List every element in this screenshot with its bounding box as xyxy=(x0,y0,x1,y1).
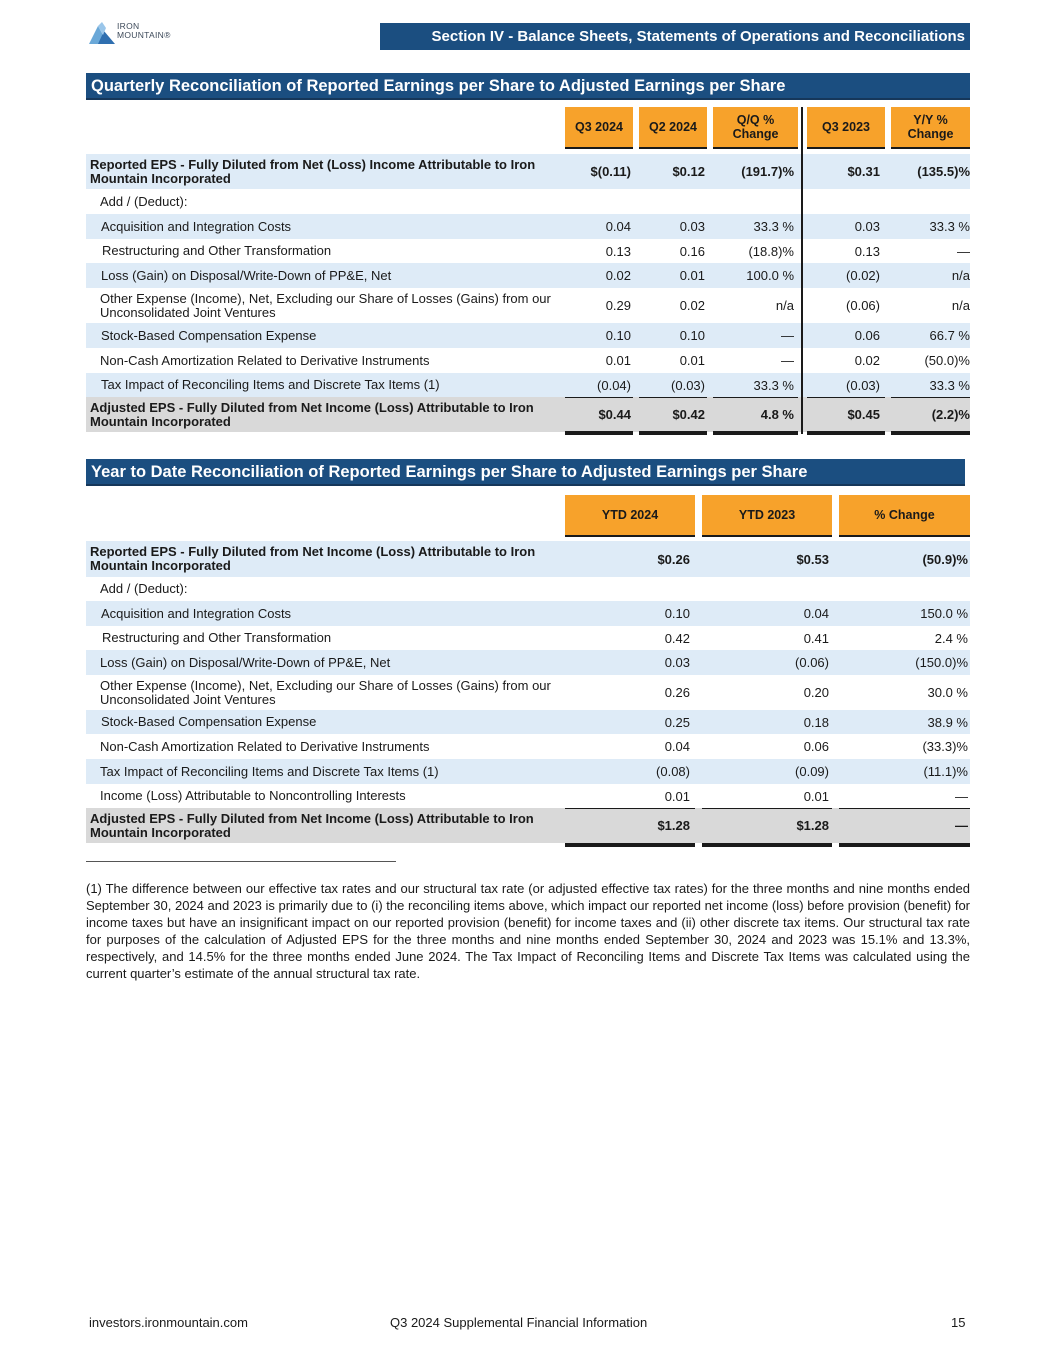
cell-value: 0.26 xyxy=(664,685,690,700)
row-label: Loss (Gain) on Disposal/Write-Down of PP&E, Net xyxy=(101,267,392,283)
cell-value: (191.7)% xyxy=(741,164,794,179)
mountain-logo-icon xyxy=(89,22,115,44)
cell-value: (11.1)% xyxy=(923,764,968,779)
cell-value: 0.10 xyxy=(679,328,705,343)
row-label: Add / (Deduct): xyxy=(100,581,188,596)
total-double-rule xyxy=(839,843,970,847)
table-row xyxy=(86,650,970,675)
cell-value: 0.04 xyxy=(803,606,829,621)
cell-value xyxy=(600,577,690,601)
row-label: Income (Loss) Attributable to Noncontrolling Interests xyxy=(100,788,406,803)
cell-value: — xyxy=(955,818,968,833)
table-row xyxy=(86,601,970,626)
row-label: Reported EPS - Fully Diluted from Net Income (Loss) Attributable to Iron Mountain Incorporated xyxy=(90,544,536,573)
total-double-rule xyxy=(639,431,707,435)
subtotal-rule xyxy=(891,397,970,398)
quarterly-table-title: Quarterly Reconciliation of Reported Earnings per Share to Adjusted Earnings per Share xyxy=(86,73,970,100)
total-double-rule xyxy=(807,431,885,435)
table-row xyxy=(86,577,970,601)
cell-value: 0.42 xyxy=(664,630,690,646)
cell-value xyxy=(739,577,829,601)
cell-value: 0.03 xyxy=(679,219,705,234)
cell-value: $0.45 xyxy=(847,407,880,422)
row-label: Tax Impact of Reconciling Items and Discrete Tax Items (1) xyxy=(101,377,440,392)
cell-value: $0.26 xyxy=(657,551,690,567)
cell-value: (18.8)% xyxy=(748,243,794,259)
cell-value: 0.02 xyxy=(605,268,631,283)
cell-value: 0.16 xyxy=(679,243,705,259)
cell-value: 0.25 xyxy=(664,714,690,730)
cell-value: 0.06 xyxy=(854,328,880,343)
cell-value: 0.13 xyxy=(854,243,880,259)
iron-mountain-logo xyxy=(89,20,189,46)
cell-value: (0.03) xyxy=(846,377,880,393)
cell-value: n/a xyxy=(951,268,970,283)
cell-value: 0.03 xyxy=(854,219,880,234)
cell-value: 100.0 % xyxy=(746,268,794,283)
row-label: Other Expense (Income), Net, Excluding our Share of Losses (Gains) from our Unconsolidated Joint Ventures xyxy=(100,677,551,707)
row-label: Loss (Gain) on Disposal/Write-Down of PP&E, Net xyxy=(100,654,391,670)
cell-value: (0.06) xyxy=(795,655,829,670)
cell-value: — xyxy=(781,328,794,343)
total-double-rule xyxy=(565,431,633,435)
row-label: Acquisition and Integration Costs xyxy=(101,605,292,621)
row-label: Other Expense (Income), Net, Excluding our Share of Losses (Gains) from our Unconsolidated Joint Ventures xyxy=(100,290,551,320)
row-label: Non-Cash Amortization Related to Derivative Instruments xyxy=(100,738,430,754)
table-row xyxy=(86,759,970,784)
cell-value: 0.02 xyxy=(854,353,880,368)
table-row xyxy=(86,710,970,734)
cell-value: 150.0 % xyxy=(920,606,968,621)
cell-value: 0.10 xyxy=(664,606,690,621)
table-row xyxy=(86,373,970,397)
subtotal-rule xyxy=(702,808,832,809)
row-label: Restructuring and Other Transformation xyxy=(102,243,332,258)
table-row xyxy=(86,734,970,759)
col-header-qq-change: Q/Q % Change xyxy=(713,107,798,149)
table-row xyxy=(86,239,970,263)
subtotal-rule xyxy=(839,808,970,809)
footnote-divider xyxy=(86,861,396,862)
cell-value xyxy=(878,577,968,601)
cell-value: $1.28 xyxy=(796,818,829,833)
cell-value: 0.01 xyxy=(679,353,705,368)
cell-value: 33.3 % xyxy=(753,377,794,393)
cell-value: $0.31 xyxy=(847,164,880,179)
table-row xyxy=(86,348,970,373)
total-double-rule xyxy=(702,843,832,847)
cell-value: $(0.11) xyxy=(590,164,631,179)
section-title: Section IV - Balance Sheets, Statements of Operations and Reconciliations xyxy=(380,23,970,50)
cell-value: 0.10 xyxy=(605,328,631,343)
row-label: Restructuring and Other Transformation xyxy=(102,630,332,645)
cell-value: (0.06) xyxy=(846,298,880,313)
table-row xyxy=(86,323,970,348)
table-row xyxy=(86,808,970,843)
cell-value: n/a xyxy=(951,298,970,313)
col-header-q3-2023: Q3 2023 xyxy=(807,107,885,149)
cell-value: 2.4 % xyxy=(934,630,968,646)
row-label: Adjusted EPS - Fully Diluted from Net Income (Loss) Attributable to Iron Mountain Incorporated xyxy=(90,810,534,840)
cell-value: 0.03 xyxy=(664,655,690,670)
col-header-q2-2024: Q2 2024 xyxy=(639,107,707,149)
cell-value: 0.41 xyxy=(803,630,829,646)
cell-value: 30.0 % xyxy=(927,685,968,700)
subtotal-rule xyxy=(807,397,885,398)
cell-value: — xyxy=(957,243,970,259)
subtotal-rule xyxy=(565,397,633,398)
cell-value: (0.03) xyxy=(671,377,705,393)
cell-value: 0.18 xyxy=(803,714,829,730)
cell-value: (0.08) xyxy=(656,764,690,779)
subtotal-rule xyxy=(713,397,798,398)
logo-line2: MOUNTAIN® xyxy=(117,30,171,40)
cell-value: 33.3 % xyxy=(753,219,794,234)
cell-value xyxy=(615,189,705,214)
cell-value: (33.3)% xyxy=(922,739,968,754)
cell-value: 0.13 xyxy=(605,243,631,259)
table-row xyxy=(86,288,970,323)
logo-line1: IRON xyxy=(117,21,140,31)
col-header-pct-change: % Change xyxy=(839,495,970,537)
table-row xyxy=(86,626,970,650)
table-row xyxy=(86,675,970,710)
cell-value: — xyxy=(955,788,968,804)
cell-value: (50.9)% xyxy=(922,551,968,567)
cell-value: 0.01 xyxy=(664,788,690,804)
cell-value: 0.04 xyxy=(605,219,631,234)
cell-value: 0.02 xyxy=(679,298,705,313)
footnote-text: (1) The difference between our effective tax rates and our structural tax rate (or adjusted effective tax rates) for the three months and nine months ended September 30, 2024 and 2023 is primarily due to (i) the reconciling items above, which impact our reported net income (loss) before provision (benefit) for income taxes but have an insignificant impact on our reported provision (benefit) for income taxes and (ii) other discrete tax items. Our structural tax rate for purposes of the calculation of Adjusted EPS for the three months and nine months ended September 30, 2024 and 2023 was 15.1% and 13.3%, respectively, and 14.5% for the three months ended June 2024. The Tax Impact of Reconciling Items and Discrete Tax Items was calculated using the current quarter’s estimate of the annual structural tax rate. xyxy=(86,881,970,981)
cell-value: 0.01 xyxy=(803,788,829,804)
cell-value: $0.42 xyxy=(672,407,705,422)
cell-value xyxy=(880,189,970,214)
footer-website: investors.ironmountain.com xyxy=(89,1315,248,1330)
table-row xyxy=(86,263,970,288)
table-row xyxy=(86,189,970,214)
table-row xyxy=(86,214,970,239)
col-header-ytd-2024: YTD 2024 xyxy=(565,495,695,537)
table-row xyxy=(86,541,970,577)
footer-doc-title: Q3 2024 Supplemental Financial Information xyxy=(390,1315,648,1330)
cell-value: 66.7 % xyxy=(929,328,970,343)
column-separator xyxy=(801,107,803,434)
cell-value: n/a xyxy=(775,298,794,313)
cell-value: 0.01 xyxy=(605,353,631,368)
cell-value: (0.09) xyxy=(795,764,829,779)
col-header-yy-change: Y/Y % Change xyxy=(891,107,970,149)
row-label: Acquisition and Integration Costs xyxy=(101,218,292,234)
cell-value: 4.8 % xyxy=(760,407,794,422)
row-label: Stock-Based Compensation Expense xyxy=(101,714,317,729)
cell-value: 0.01 xyxy=(679,268,705,283)
total-double-rule xyxy=(565,843,695,847)
row-label: Adjusted EPS - Fully Diluted from Net Income (Loss) Attributable to Iron Mountain Incorporated xyxy=(90,399,534,429)
cell-value: (50.0)% xyxy=(924,353,970,368)
cell-value: 33.3 % xyxy=(929,219,970,234)
cell-value: (135.5)% xyxy=(917,164,970,179)
subtotal-rule xyxy=(565,808,695,809)
cell-value xyxy=(790,189,880,214)
row-label: Stock-Based Compensation Expense xyxy=(101,327,317,343)
cell-value: $0.53 xyxy=(796,551,829,567)
cell-value: $0.12 xyxy=(672,164,705,179)
row-label: Tax Impact of Reconciling Items and Discrete Tax Items (1) xyxy=(100,763,439,779)
row-label: Add / (Deduct): xyxy=(100,193,188,209)
col-header-q3-2024: Q3 2024 xyxy=(565,107,633,149)
cell-value: (0.04) xyxy=(597,377,631,393)
table-row xyxy=(86,397,970,432)
col-header-ytd-2023: YTD 2023 xyxy=(702,495,832,537)
cell-value: $0.44 xyxy=(598,407,631,422)
table-row xyxy=(86,154,970,189)
cell-value: 0.29 xyxy=(605,298,631,313)
total-double-rule xyxy=(713,431,798,435)
cell-value: (150.0)% xyxy=(915,655,968,670)
cell-value: 38.9 % xyxy=(927,714,968,730)
cell-value: $1.28 xyxy=(657,818,690,833)
cell-value: 0.06 xyxy=(803,739,829,754)
subtotal-rule xyxy=(639,397,707,398)
ytd-table-title: Year to Date Reconciliation of Reported Earnings per Share to Adjusted Earnings per Share xyxy=(86,459,965,486)
row-label: Non-Cash Amortization Related to Derivative Instruments xyxy=(100,352,430,368)
footer-page-number: 15 xyxy=(951,1315,966,1330)
cell-value: 0.04 xyxy=(664,739,690,754)
cell-value xyxy=(704,189,794,214)
cell-value: (2.2)% xyxy=(931,407,970,422)
cell-value: 33.3 % xyxy=(929,377,970,393)
table-row xyxy=(86,784,970,808)
row-label: Reported EPS - Fully Diluted from Net (Loss) Income Attributable to Iron Mountain Incorporated xyxy=(90,156,536,186)
cell-value: 0.20 xyxy=(803,685,829,700)
cell-value: — xyxy=(781,353,794,368)
total-double-rule xyxy=(891,431,970,435)
cell-value: (0.02) xyxy=(846,268,880,283)
